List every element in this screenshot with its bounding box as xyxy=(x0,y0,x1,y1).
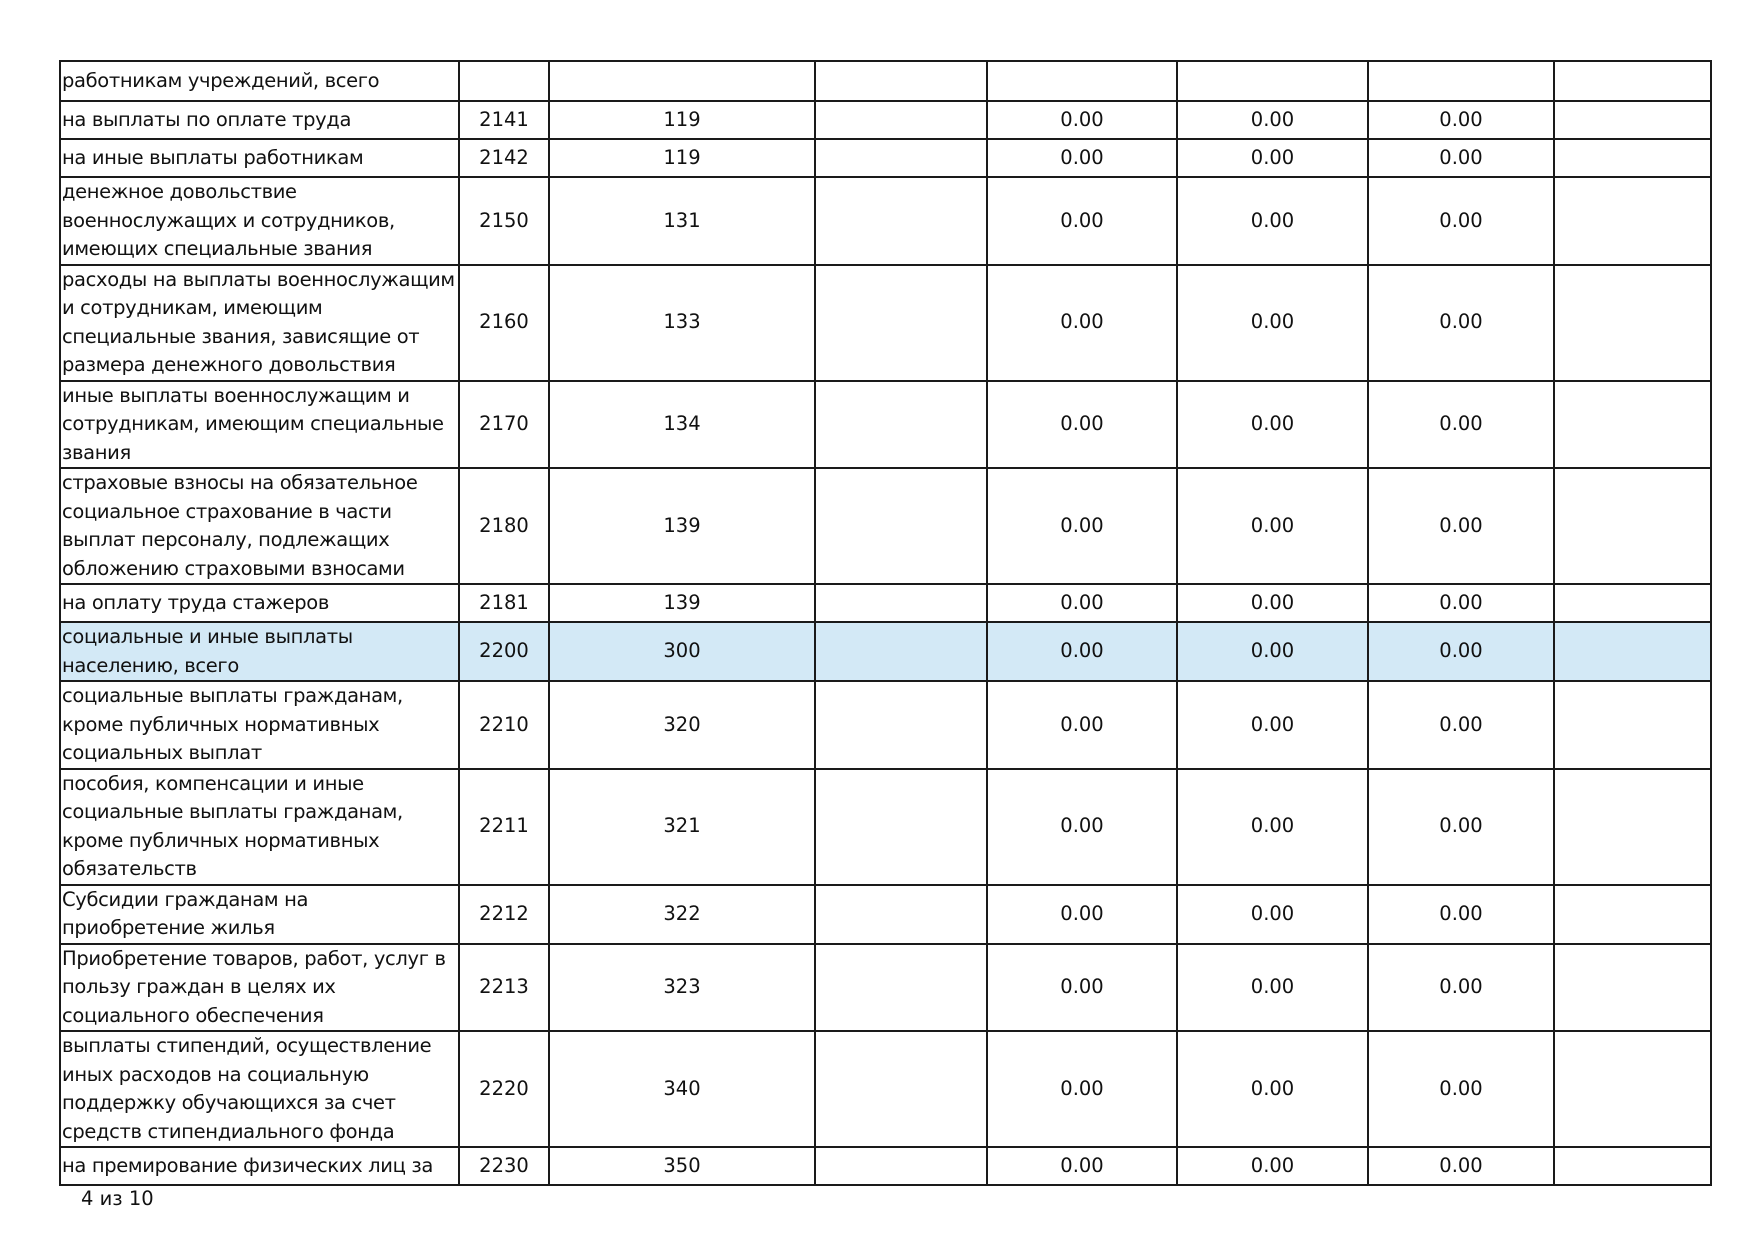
row-kbk-code-cell: 320 xyxy=(549,681,815,769)
row-kbk-code-cell: 340 xyxy=(549,1031,815,1147)
table-row xyxy=(60,101,1711,139)
table-row xyxy=(60,584,1711,622)
row-value2-cell: 0.00 xyxy=(1177,101,1368,139)
row-line-code-cell: 2142 xyxy=(459,139,549,177)
table-row xyxy=(60,177,1711,265)
row-name-cell: страховые взносы на обязательное социальное страхование в части выплат персоналу, подлежащих обложению страховыми взносами xyxy=(60,468,459,584)
row-value2-cell: 0.00 xyxy=(1177,1031,1368,1147)
row-line-code-cell: 2170 xyxy=(459,381,549,469)
row-kbk-code-cell: 323 xyxy=(549,944,815,1032)
row-col4-cell xyxy=(815,468,987,584)
table-row xyxy=(60,1031,1711,1147)
row-col8-cell xyxy=(1554,885,1711,944)
table-body xyxy=(60,61,1711,1185)
row-name-cell: на оплату труда стажеров xyxy=(60,584,459,622)
row-col8-cell xyxy=(1554,61,1711,101)
row-value3-cell: 0.00 xyxy=(1368,265,1554,381)
row-name-cell: на выплаты по оплате труда xyxy=(60,101,459,139)
row-col8-cell xyxy=(1554,1031,1711,1147)
row-col8-cell xyxy=(1554,1147,1711,1185)
table-row xyxy=(60,468,1711,584)
row-kbk-code-cell: 300 xyxy=(549,622,815,681)
row-col4-cell xyxy=(815,681,987,769)
row-col4-cell xyxy=(815,139,987,177)
row-col8-cell xyxy=(1554,681,1711,769)
row-col4-cell xyxy=(815,101,987,139)
table-row xyxy=(60,61,1711,101)
row-value1-cell: 0.00 xyxy=(987,101,1177,139)
row-value3-cell: 0.00 xyxy=(1368,944,1554,1032)
row-value2-cell: 0.00 xyxy=(1177,622,1368,681)
row-col4-cell xyxy=(815,622,987,681)
row-col8-cell xyxy=(1554,101,1711,139)
row-line-code-cell: 2150 xyxy=(459,177,549,265)
table-row xyxy=(60,265,1711,381)
row-value1-cell: 0.00 xyxy=(987,265,1177,381)
row-value1-cell xyxy=(987,61,1177,101)
row-col8-cell xyxy=(1554,622,1711,681)
row-value1-cell: 0.00 xyxy=(987,885,1177,944)
row-kbk-code-cell: 131 xyxy=(549,177,815,265)
table-row xyxy=(60,381,1711,469)
row-line-code-cell: 2141 xyxy=(459,101,549,139)
row-kbk-code-cell: 350 xyxy=(549,1147,815,1185)
row-line-code-cell: 2213 xyxy=(459,944,549,1032)
row-name-cell: социальные и иные выплаты населению, всего xyxy=(60,622,459,681)
row-line-code-cell: 2160 xyxy=(459,265,549,381)
row-col4-cell xyxy=(815,1147,987,1185)
row-col8-cell xyxy=(1554,944,1711,1032)
table-row xyxy=(60,139,1711,177)
row-value2-cell: 0.00 xyxy=(1177,681,1368,769)
row-col8-cell xyxy=(1554,769,1711,885)
row-kbk-code-cell: 322 xyxy=(549,885,815,944)
row-value1-cell: 0.00 xyxy=(987,944,1177,1032)
row-kbk-code-cell: 119 xyxy=(549,101,815,139)
row-col4-cell xyxy=(815,177,987,265)
row-col8-cell xyxy=(1554,381,1711,469)
row-kbk-code-cell: 321 xyxy=(549,769,815,885)
row-col8-cell xyxy=(1554,265,1711,381)
row-value3-cell: 0.00 xyxy=(1368,681,1554,769)
row-line-code-cell: 2212 xyxy=(459,885,549,944)
row-col4-cell xyxy=(815,584,987,622)
row-value1-cell: 0.00 xyxy=(987,381,1177,469)
row-value3-cell: 0.00 xyxy=(1368,139,1554,177)
row-value3-cell: 0.00 xyxy=(1368,769,1554,885)
page-number: 4 из 10 xyxy=(81,1187,154,1210)
table-row xyxy=(60,769,1711,885)
row-name-cell: Приобретение товаров, работ, услуг в пользу граждан в целях их социального обеспечения xyxy=(60,944,459,1032)
row-value2-cell: 0.00 xyxy=(1177,1147,1368,1185)
row-value2-cell: 0.00 xyxy=(1177,265,1368,381)
budget-table xyxy=(59,60,1712,1186)
row-value1-cell: 0.00 xyxy=(987,584,1177,622)
row-name-cell: социальные выплаты гражданам, кроме публичных нормативных социальных выплат xyxy=(60,681,459,769)
row-value3-cell: 0.00 xyxy=(1368,1147,1554,1185)
row-value1-cell: 0.00 xyxy=(987,769,1177,885)
table-row xyxy=(60,885,1711,944)
row-value2-cell: 0.00 xyxy=(1177,177,1368,265)
row-value2-cell: 0.00 xyxy=(1177,769,1368,885)
row-line-code-cell: 2220 xyxy=(459,1031,549,1147)
row-col8-cell xyxy=(1554,139,1711,177)
row-value2-cell: 0.00 xyxy=(1177,381,1368,469)
row-value3-cell: 0.00 xyxy=(1368,622,1554,681)
row-value3-cell xyxy=(1368,61,1554,101)
table-row-highlighted xyxy=(60,622,1711,681)
row-col4-cell xyxy=(815,381,987,469)
row-col4-cell xyxy=(815,885,987,944)
row-value3-cell: 0.00 xyxy=(1368,381,1554,469)
row-kbk-code-cell: 139 xyxy=(549,468,815,584)
row-value3-cell: 0.00 xyxy=(1368,177,1554,265)
row-value1-cell: 0.00 xyxy=(987,1147,1177,1185)
row-col4-cell xyxy=(815,769,987,885)
row-name-cell: денежное довольствие военнослужащих и сотрудников, имеющих специальные звания xyxy=(60,177,459,265)
table-row xyxy=(60,944,1711,1032)
row-line-code-cell xyxy=(459,61,549,101)
table-row xyxy=(60,681,1711,769)
row-name-cell: расходы на выплаты военнослужащим и сотрудникам, имеющим специальные звания, зависящие от размера денежного довольствия xyxy=(60,265,459,381)
row-line-code-cell: 2200 xyxy=(459,622,549,681)
row-name-cell: работникам учреждений, всего xyxy=(60,61,459,101)
row-col4-cell xyxy=(815,1031,987,1147)
row-col8-cell xyxy=(1554,468,1711,584)
row-line-code-cell: 2230 xyxy=(459,1147,549,1185)
row-kbk-code-cell: 119 xyxy=(549,139,815,177)
row-line-code-cell: 2211 xyxy=(459,769,549,885)
row-kbk-code-cell xyxy=(549,61,815,101)
row-value2-cell xyxy=(1177,61,1368,101)
row-value2-cell: 0.00 xyxy=(1177,944,1368,1032)
row-name-cell: на иные выплаты работникам xyxy=(60,139,459,177)
row-line-code-cell: 2181 xyxy=(459,584,549,622)
table-row xyxy=(60,1147,1711,1185)
row-name-cell: выплаты стипендий, осуществление иных расходов на социальную поддержку обучающихся за счет средств стипендиального фонда xyxy=(60,1031,459,1147)
row-value1-cell: 0.00 xyxy=(987,622,1177,681)
row-value2-cell: 0.00 xyxy=(1177,584,1368,622)
row-col8-cell xyxy=(1554,177,1711,265)
row-col8-cell xyxy=(1554,584,1711,622)
row-line-code-cell: 2210 xyxy=(459,681,549,769)
row-value2-cell: 0.00 xyxy=(1177,468,1368,584)
row-value1-cell: 0.00 xyxy=(987,139,1177,177)
row-value3-cell: 0.00 xyxy=(1368,885,1554,944)
row-value1-cell: 0.00 xyxy=(987,177,1177,265)
row-value2-cell: 0.00 xyxy=(1177,139,1368,177)
row-value3-cell: 0.00 xyxy=(1368,584,1554,622)
row-line-code-cell: 2180 xyxy=(459,468,549,584)
row-col4-cell xyxy=(815,944,987,1032)
row-value2-cell: 0.00 xyxy=(1177,885,1368,944)
row-name-cell: пособия, компенсации и иные социальные выплаты гражданам, кроме публичных нормативных обязательств xyxy=(60,769,459,885)
row-name-cell: иные выплаты военнослужащим и сотрудникам, имеющим специальные звания xyxy=(60,381,459,469)
row-kbk-code-cell: 139 xyxy=(549,584,815,622)
row-name-cell: на премирование физических лиц за xyxy=(60,1147,459,1185)
row-value3-cell: 0.00 xyxy=(1368,468,1554,584)
row-kbk-code-cell: 133 xyxy=(549,265,815,381)
row-value1-cell: 0.00 xyxy=(987,468,1177,584)
row-value3-cell: 0.00 xyxy=(1368,101,1554,139)
row-name-cell: Субсидии гражданам на приобретение жилья xyxy=(60,885,459,944)
row-col4-cell xyxy=(815,61,987,101)
row-value3-cell: 0.00 xyxy=(1368,1031,1554,1147)
row-kbk-code-cell: 134 xyxy=(549,381,815,469)
row-value1-cell: 0.00 xyxy=(987,681,1177,769)
row-value1-cell: 0.00 xyxy=(987,1031,1177,1147)
row-col4-cell xyxy=(815,265,987,381)
